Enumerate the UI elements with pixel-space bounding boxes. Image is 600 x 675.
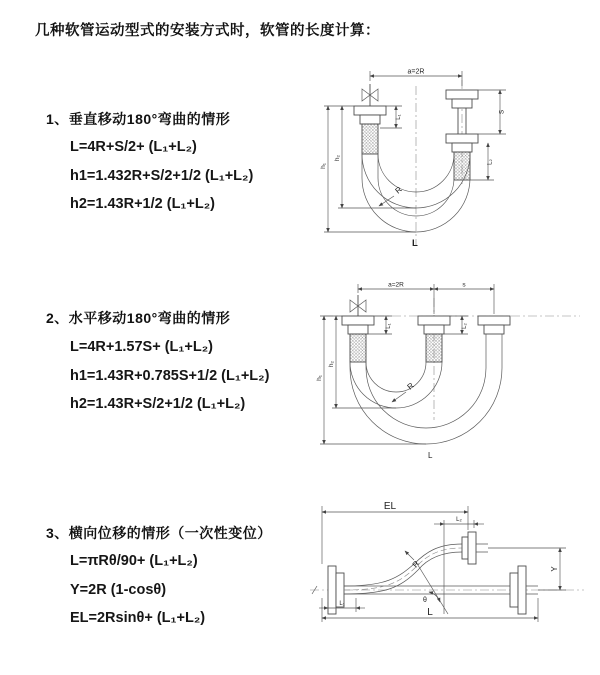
- formula: EL=2Rsinθ+ (L₁+L₂): [70, 610, 206, 626]
- braided-hose-section: [426, 334, 442, 362]
- dim-label-l1: L₁: [396, 114, 402, 120]
- dim-label-r: R: [410, 559, 422, 570]
- section-1-formulas: [70, 133, 253, 219]
- diagram-horizontal-180-bend: [308, 280, 593, 472]
- dim-label-l1: L₁: [386, 323, 392, 329]
- radius-leader: [379, 185, 404, 206]
- dimension-y: [488, 548, 566, 590]
- dim-label-h1: h₁: [316, 375, 323, 381]
- section-3-formulas: [70, 547, 205, 633]
- dimension-l2: [434, 517, 484, 528]
- dim-label-s: S: [498, 109, 506, 115]
- page-title: 几种软管运动型式的安装方式时，软管的长度计算：: [35, 23, 380, 39]
- dim-label-y: Y: [550, 566, 559, 572]
- braided-hose-section: [454, 152, 470, 180]
- diagram-lateral-displacement: [298, 498, 595, 643]
- braided-hose-section: [362, 124, 378, 154]
- right-connector: [478, 316, 510, 334]
- right-connector-lower: [446, 134, 478, 180]
- formula: Y=2R (1-cosθ): [70, 581, 167, 598]
- radius-leader: [392, 381, 416, 402]
- dim-label-l2: L₂: [462, 323, 468, 329]
- dimension-l1: [319, 598, 365, 612]
- dim-label-theta: θ: [423, 597, 427, 604]
- dim-label-L: L: [412, 238, 418, 249]
- diagram-vertical-180-bend: [312, 66, 590, 264]
- left-connector: [354, 106, 386, 154]
- formula: L=πRθ/90+ (L₁+L₂): [70, 553, 198, 569]
- formula: h1=1.432R+S/2+1/2 (L₁+L₂): [70, 167, 254, 184]
- valve-icon: [362, 84, 378, 106]
- dim-label-h2: h₂: [334, 154, 341, 162]
- radius-leader: [405, 551, 421, 569]
- dim-label-a2r: a=2R: [388, 281, 404, 289]
- left-connector: [342, 316, 374, 362]
- formula: L=4R+S/2+ (L₁+L₂): [70, 139, 197, 155]
- dim-label-el: EL: [383, 501, 397, 512]
- dimension-a2r: [370, 69, 462, 87]
- angle-theta: [416, 528, 448, 614]
- dimension-h1: [316, 316, 426, 444]
- dim-label-L: L: [427, 607, 433, 618]
- valve-icon: [350, 295, 366, 316]
- section-2-heading: 2、水平移动180°弯曲的情形: [46, 310, 231, 326]
- formula: h2=1.43R+S/2+1/2 (L₁+L₂): [70, 396, 246, 412]
- formula: L=4R+1.57S+ (L₁+L₂): [70, 339, 213, 355]
- section-2-formulas: [70, 333, 269, 419]
- dim-label-l1: L₁: [339, 601, 345, 607]
- dimension-s: [434, 282, 494, 290]
- section-1-heading: 1、垂直移动180°弯曲的情形: [46, 111, 231, 127]
- braided-hose-section: [350, 334, 366, 362]
- dim-label-h1: h₁: [320, 163, 327, 169]
- dimension-L: [322, 598, 538, 622]
- dim-label-h2: h₂: [328, 360, 335, 368]
- dim-label-l2: L₂: [487, 159, 494, 165]
- dimension-l2: [470, 143, 494, 180]
- dim-label-a2r: a=2R: [407, 68, 425, 76]
- top-right-flange: [462, 532, 488, 564]
- dimension-s: [478, 90, 506, 134]
- middle-connector: [418, 316, 450, 362]
- dimension-el: [322, 501, 468, 564]
- dim-label-l2: L₂: [456, 517, 462, 523]
- section-3-heading: 3、横向位移的情形（一次性变位）: [46, 525, 272, 541]
- formula: h1=1.43R+0.785S+1/2 (L₁+L₂): [70, 367, 270, 384]
- dim-label-r: R: [393, 184, 404, 196]
- dim-label-s: s: [462, 281, 466, 289]
- dim-label-L: L: [428, 451, 433, 460]
- formula: h2=1.43R+1/2 (L₁+L₂): [70, 196, 216, 212]
- dimension-a2r: [358, 282, 494, 315]
- dim-label-r: R: [405, 380, 416, 392]
